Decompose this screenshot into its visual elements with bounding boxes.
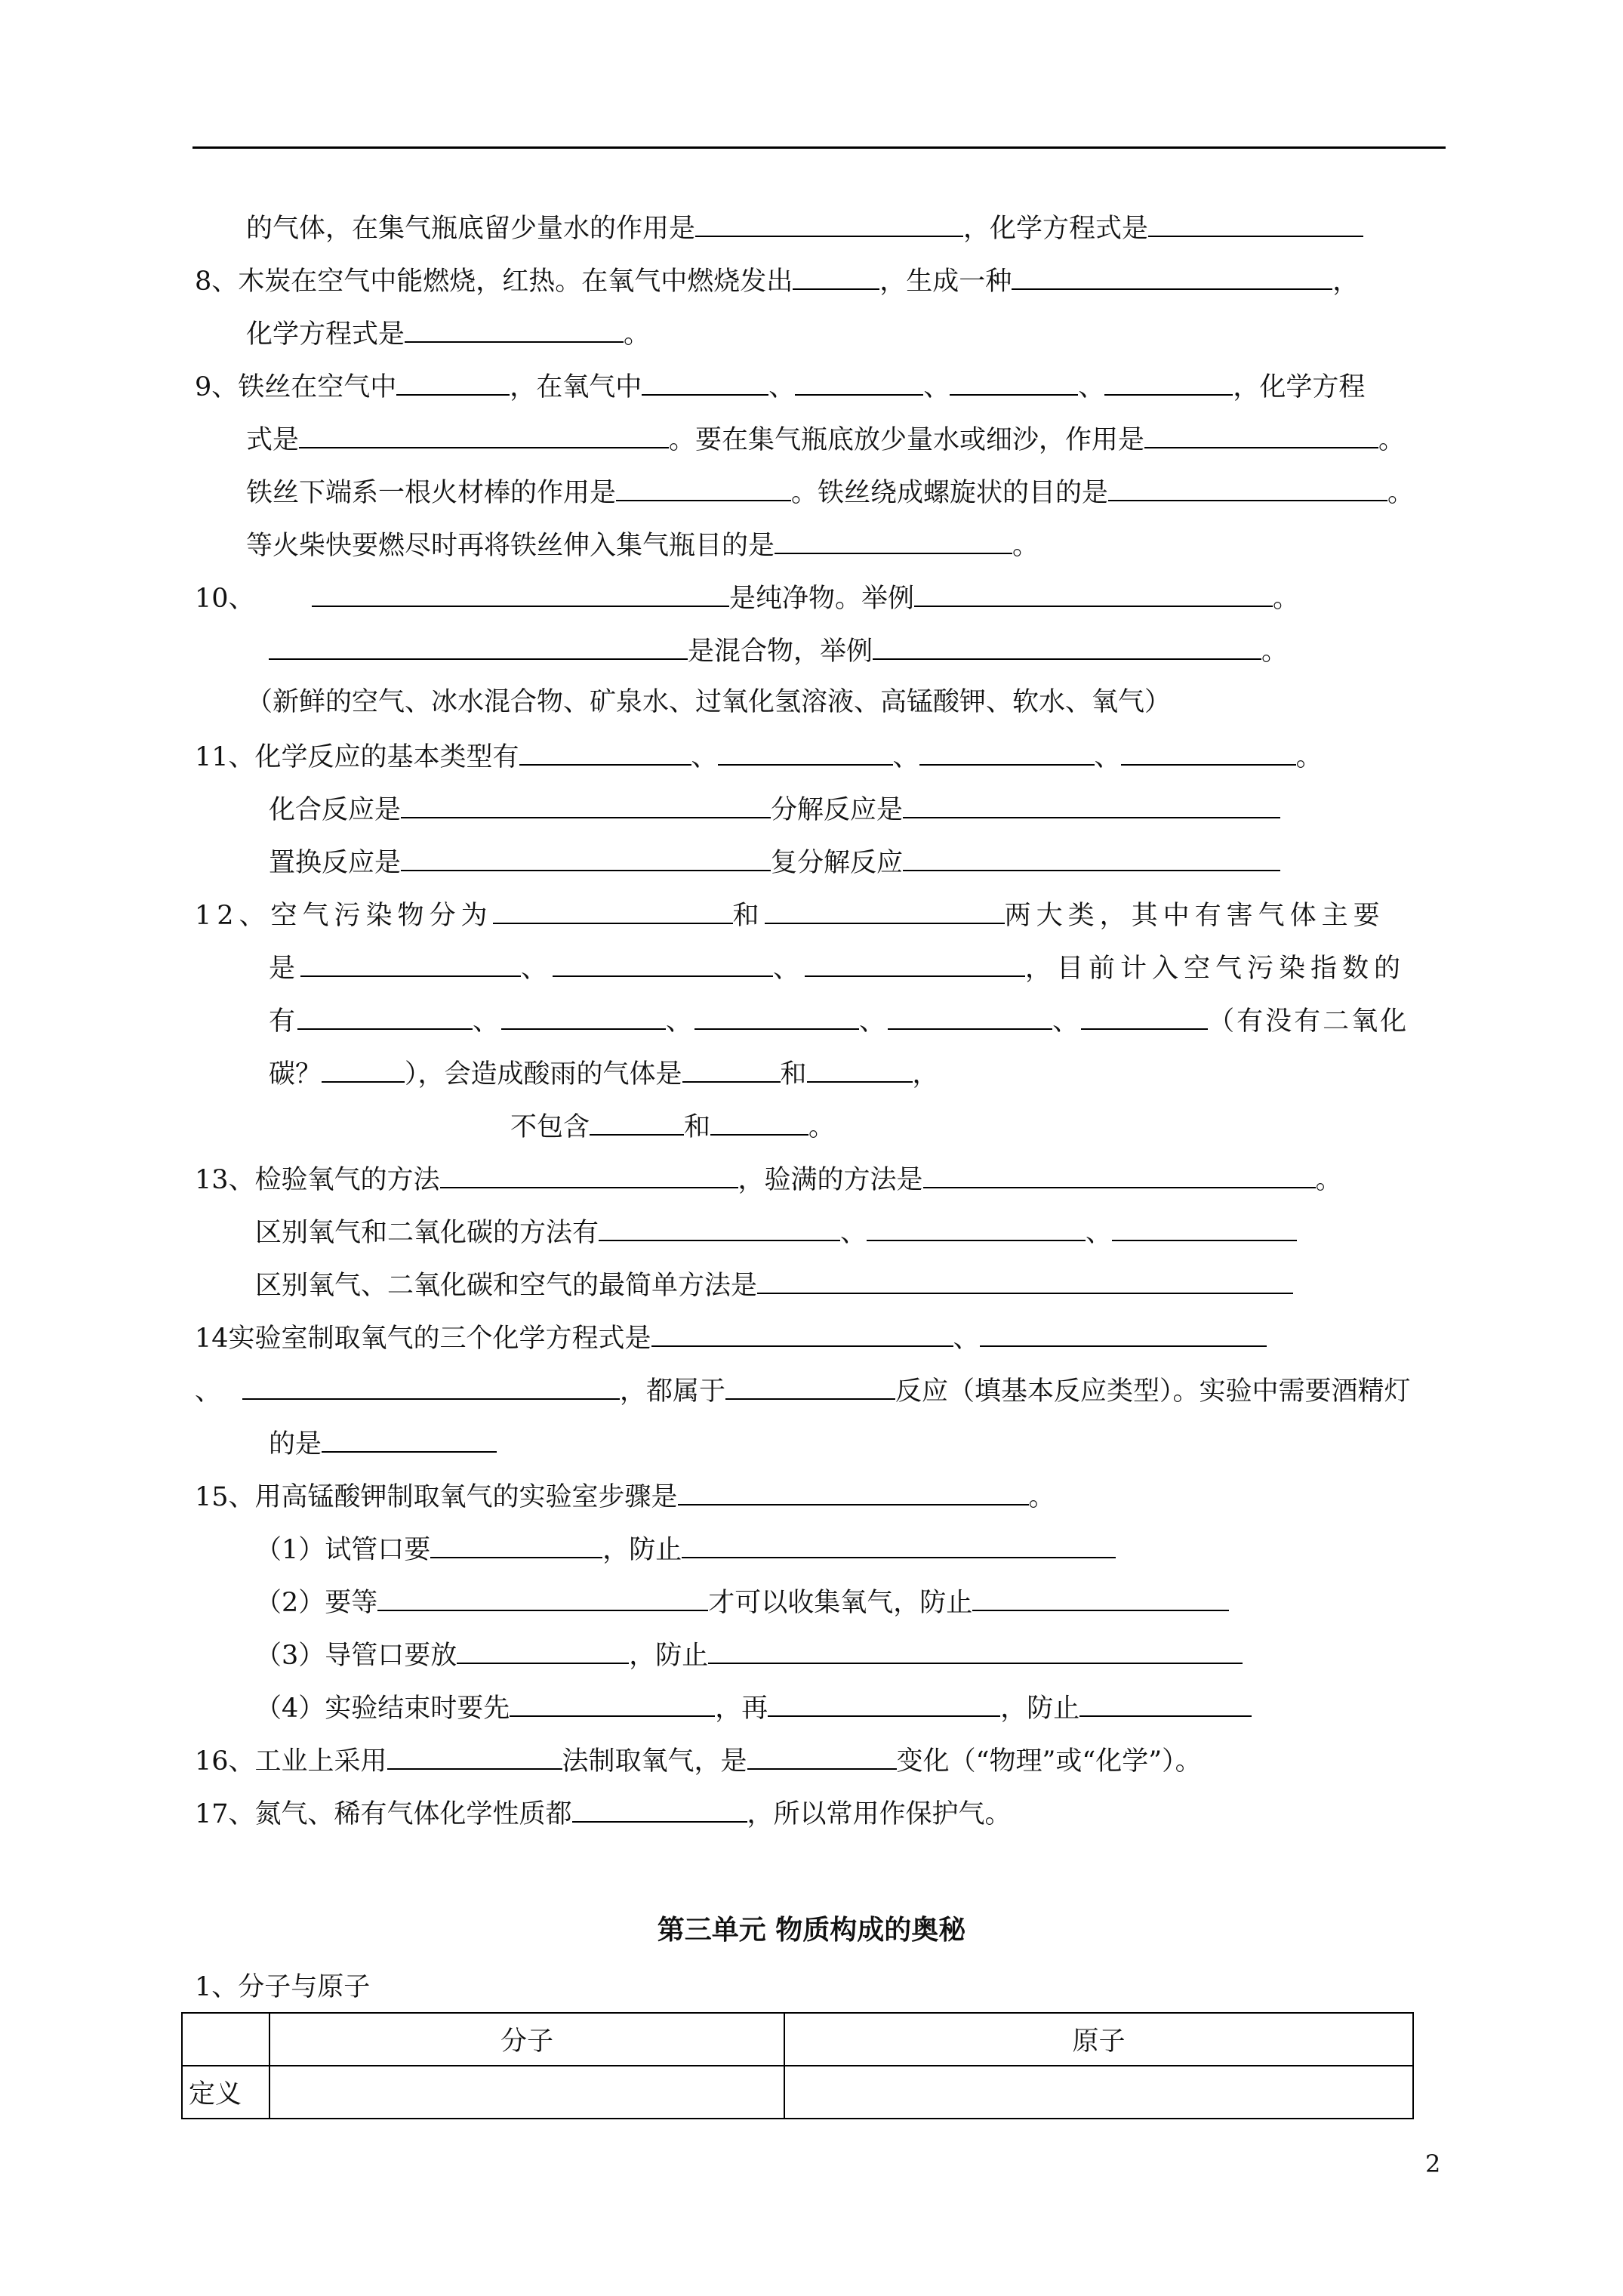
answer-blank[interactable]	[867, 1214, 1086, 1241]
answer-blank[interactable]	[590, 1108, 684, 1136]
answer-blank[interactable]	[708, 1637, 1243, 1664]
question-12: 12、空气污染物分为 和 两大类，其中有害气体主要	[195, 897, 1385, 930]
answer-blank[interactable]	[1121, 738, 1296, 766]
answer-blank[interactable]	[1079, 1690, 1252, 1717]
answer-blank[interactable]	[510, 1690, 715, 1717]
answer-blank[interactable]	[919, 738, 1095, 766]
answer-blank[interactable]	[651, 1320, 953, 1347]
answer-blank[interactable]	[297, 1003, 473, 1030]
answer-blank[interactable]	[682, 1531, 1116, 1558]
answer-blank[interactable]	[768, 1690, 1000, 1717]
answer-blank[interactable]	[923, 1161, 1316, 1188]
answer-blank[interactable]	[757, 1267, 1293, 1294]
question-14: 14实验室制取氧气的三个化学方程式是 、	[195, 1320, 1267, 1353]
question-15-step-2: （2）要等 才可以收集氧气，防止	[255, 1584, 1229, 1617]
header-rule	[192, 146, 1446, 149]
question-8: 8、木炭在空气中能燃烧，红热。在氧气中燃烧发出 ，生成一种 ，	[195, 263, 1359, 296]
answer-blank[interactable]	[519, 738, 691, 766]
question-15-step-4: （4）实验结束时要先 ，再 ，防止	[255, 1690, 1252, 1723]
answer-blank[interactable]	[599, 1214, 840, 1241]
question-10-options: （新鲜的空气、冰水混合物、矿泉水、过氧化氢溶液、高锰酸钾、软水、氧气）	[246, 687, 1172, 717]
answer-blank[interactable]	[805, 950, 1025, 977]
answer-blank[interactable]	[1081, 1003, 1208, 1030]
question-13-distinguish: 区别氧气和二氧化碳的方法有 、 、	[255, 1214, 1297, 1247]
answer-blank[interactable]	[322, 1425, 497, 1453]
answer-blank[interactable]	[873, 633, 1261, 660]
question-10-mixture: 是混合物，举例 。	[269, 633, 1288, 666]
question-7-cont: 的气体，在集气瓶底留少量水的作用是 ，化学方程式是	[246, 210, 1363, 243]
table-header-cell	[182, 2013, 269, 2066]
question-15: 15、用高锰酸钾制取氧气的实验室步骤是 。	[195, 1478, 1055, 1512]
answer-blank[interactable]	[642, 368, 768, 396]
question-17: 17、氮气、稀有气体化学性质都 ，所以常用作保护气。	[195, 1795, 1012, 1829]
table-header-cell: 原子	[784, 2013, 1413, 2066]
answer-blank[interactable]	[950, 368, 1078, 396]
answer-blank[interactable]	[725, 1373, 895, 1400]
answer-blank[interactable]	[269, 633, 688, 660]
question-11: 11、化学反应的基本类型有 、 、 、 。	[195, 738, 1323, 772]
answer-blank[interactable]	[795, 368, 923, 396]
molecule-atom-table	[181, 2012, 1414, 2119]
answer-blank[interactable]	[682, 1056, 781, 1083]
answer-blank[interactable]	[980, 1320, 1267, 1347]
answer-blank[interactable]	[775, 527, 1012, 554]
answer-blank[interactable]	[1012, 263, 1332, 290]
answer-blank[interactable]	[242, 1373, 620, 1400]
answer-blank[interactable]	[1148, 210, 1363, 237]
question-12-excluded: 不包含 和 。	[510, 1108, 835, 1142]
answer-blank[interactable]	[903, 791, 1280, 818]
question-15-step-3: （3）导管口要放 ，防止	[255, 1637, 1243, 1670]
answer-blank[interactable]	[440, 1161, 738, 1188]
table-row-label: 定义	[182, 2066, 269, 2119]
table-header-cell: 分子	[269, 2013, 784, 2066]
answer-blank[interactable]	[695, 210, 963, 237]
section-title: 第三单元 物质构成的奥秘	[657, 1914, 966, 1946]
page-number: 2	[1425, 2150, 1441, 2178]
question-11-combination: 化合反应是 分解反应是	[269, 791, 1280, 824]
subsection-title: 1、分子与原子	[195, 1972, 371, 2002]
answer-blank[interactable]	[807, 1056, 913, 1083]
question-9-matchstick: 铁丝下端系一根火材棒的作用是 。铁丝绕成螺旋状的目的是 。	[246, 474, 1414, 507]
answer-blank[interactable]	[1108, 474, 1387, 501]
answer-blank[interactable]	[405, 316, 624, 343]
answer-blank[interactable]	[793, 263, 879, 290]
answer-blank[interactable]	[322, 1056, 405, 1083]
answer-blank[interactable]	[300, 950, 521, 977]
answer-blank[interactable]	[457, 1637, 629, 1664]
answer-blank[interactable]	[1144, 421, 1378, 448]
question-13-simplest: 区别氧气、二氧化碳和空气的最简单方法是	[255, 1267, 1293, 1300]
answer-blank[interactable]	[903, 844, 1280, 871]
question-9-timing: 等火柴快要燃尽时再将铁丝伸入集气瓶目的是 。	[246, 527, 1039, 560]
answer-blank[interactable]	[401, 844, 771, 871]
answer-blank[interactable]	[765, 897, 1005, 924]
table-cell[interactable]	[784, 2066, 1413, 2119]
answer-blank[interactable]	[377, 1584, 708, 1611]
question-10: 10、 是纯净物。举例 。	[195, 580, 1299, 613]
answer-blank[interactable]	[1104, 368, 1233, 396]
table-cell[interactable]	[269, 2066, 784, 2119]
answer-blank[interactable]	[914, 580, 1273, 607]
answer-blank[interactable]	[387, 1743, 562, 1770]
question-12-index: 有 、 、 、 、 （有没有二氧化	[269, 1003, 1409, 1036]
answer-blank[interactable]	[493, 897, 733, 924]
question-9-equation: 式是 。要在集气瓶底放少量水或细沙，作用是 。	[246, 421, 1405, 455]
question-14-lamp: 的是	[269, 1425, 497, 1459]
question-15-step-1: （1）试管口要 ，防止	[255, 1531, 1116, 1564]
answer-blank[interactable]	[572, 1795, 747, 1823]
question-16: 16、工业上采用 法制取氧气，是 变化（“物理”或“化学”）。	[195, 1743, 1202, 1776]
question-13: 13、检验氧气的方法 ，验满的方法是 。	[195, 1161, 1342, 1194]
question-12-harmful-gases: 是 、 、 ，目前计入空气污染指数的	[269, 950, 1406, 983]
answer-blank[interactable]	[396, 368, 510, 396]
answer-blank[interactable]	[694, 1003, 859, 1030]
answer-blank[interactable]	[299, 421, 669, 448]
answer-blank[interactable]	[718, 738, 893, 766]
answer-blank[interactable]	[312, 580, 729, 607]
question-12-acid-rain: 碳？ ），会造成酸雨的气体是 和 ，	[269, 1056, 939, 1089]
answer-blank[interactable]	[710, 1108, 808, 1136]
answer-blank[interactable]	[678, 1478, 1029, 1505]
table-header-row	[182, 2013, 1413, 2066]
answer-blank[interactable]	[616, 474, 791, 501]
question-14-type: 、 ，都属于 反应（填基本反应类型）。实验中需要酒精灯	[195, 1373, 1411, 1406]
answer-blank[interactable]	[1112, 1214, 1297, 1241]
answer-blank[interactable]	[972, 1584, 1229, 1611]
answer-blank[interactable]	[747, 1743, 897, 1770]
table-row	[182, 2066, 1413, 2119]
question-11-displacement: 置换反应是 复分解反应	[269, 844, 1280, 877]
answer-blank[interactable]	[430, 1531, 602, 1558]
answer-blank[interactable]	[401, 791, 771, 818]
answer-blank[interactable]	[501, 1003, 666, 1030]
question-8-equation: 化学方程式是 。	[246, 316, 650, 349]
answer-blank[interactable]	[553, 950, 773, 977]
question-9: 9、铁丝在空气中 ，在氧气中 、 、 、 ，化学方程	[195, 368, 1365, 402]
answer-blank[interactable]	[888, 1003, 1052, 1030]
